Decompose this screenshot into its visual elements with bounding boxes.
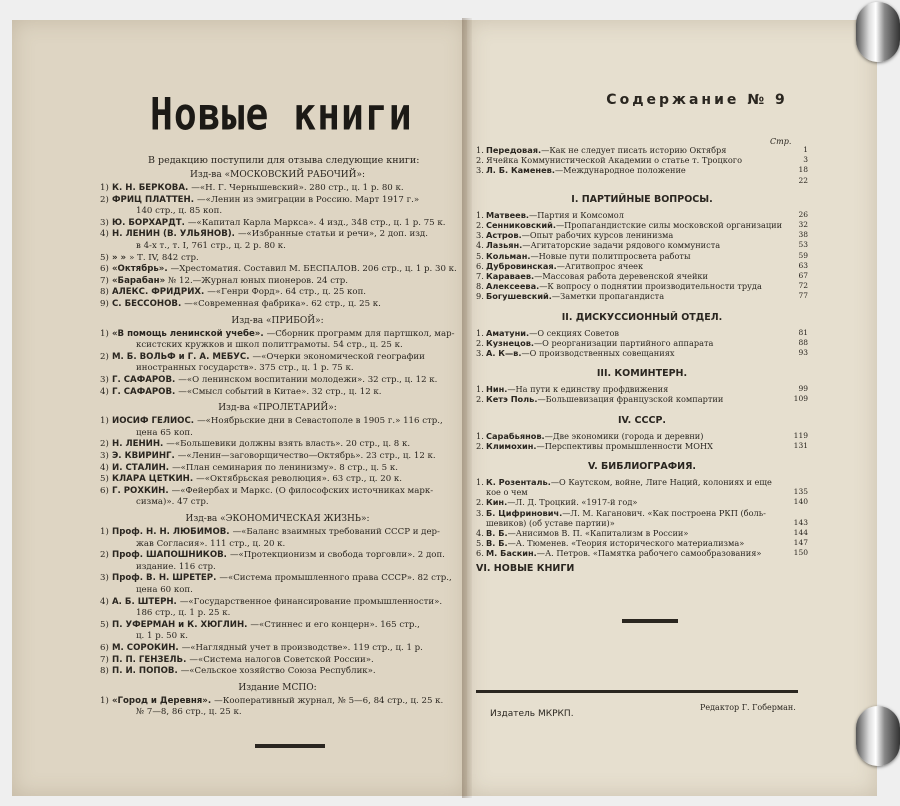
book-entry <box>100 416 455 428</box>
entry-text: —«Фейербах и Маркс. (О философских источниках марк- <box>171 485 434 496</box>
book-entry <box>100 299 455 311</box>
contents-row <box>476 384 808 394</box>
row-page-number: 18 <box>798 165 808 175</box>
row-title: —Большевизация французской компартии <box>537 394 724 405</box>
contents-row <box>476 348 808 358</box>
book-entry <box>136 428 491 440</box>
row-author: Караваев. <box>486 271 535 281</box>
entry-author: «Октябрь». <box>112 264 171 275</box>
entry-text: —Хрестоматия. Составил М. БЕСПАЛОВ. 206 стр., ц. 1 р. 30 к. <box>170 264 457 275</box>
entry-text: ц. 1 р. 50 к. <box>136 631 188 642</box>
entry-text: —«Баланс взаимных требований СССР и дер- <box>232 527 440 537</box>
book-entry <box>100 474 455 486</box>
contents-row <box>476 251 808 261</box>
row-title: —Перспективы промышленности МОНХ <box>536 440 713 451</box>
entry-text: —«План семинария по ленинизму». 8 стр., ц. 5 к. <box>172 462 398 473</box>
entry-number: 4) <box>100 462 109 473</box>
right-page <box>467 20 877 796</box>
row-title: —О секциях Советов <box>529 327 620 338</box>
book-entry <box>136 241 491 253</box>
book-entry <box>100 253 455 265</box>
contents-row <box>476 145 808 155</box>
contents-divider <box>622 619 678 623</box>
publisher-heading: Изд-ва «ЭКОНОМИЧЕСКАЯ ЖИЗНЬ»: <box>185 514 370 524</box>
contents-row <box>476 548 808 558</box>
entry-number: 7) <box>100 654 109 665</box>
contents-row <box>476 441 808 451</box>
entry-text: в 4-х т., т. I, 761 стр., ц. 2 р. 80 к. <box>136 241 286 251</box>
row-number: 1. <box>476 209 484 220</box>
row-page-number: 150 <box>793 548 808 558</box>
row-author: Кетэ Поль. <box>486 394 538 405</box>
book-entry <box>100 696 455 708</box>
entry-author: Э. КВИРИНГ. <box>112 451 178 461</box>
row-number: 2. <box>476 497 484 508</box>
contents-title: Содержание № 9 <box>606 92 788 108</box>
row-number: 1. <box>476 430 484 441</box>
entry-author: С. БЕССОНОВ. <box>112 299 185 309</box>
row-title: —Пропагандистские силы московской организации <box>555 220 783 230</box>
row-page-number: 22 <box>798 175 808 185</box>
entry-text: —«Большевики должны взять власть». 20 стр., ц. 8 к. <box>166 439 411 450</box>
entry-number: 8) <box>100 287 109 298</box>
entry-text: —«Система промышленного права СССР». 82 стр., <box>219 573 452 584</box>
book-entry <box>136 631 491 643</box>
row-number: 3. <box>476 165 484 176</box>
row-author: В. Б. <box>486 538 508 549</box>
entry-text: —«Н. Г. Чернышевский». 280 стр., ц. 1 р. 80 к. <box>191 183 404 193</box>
row-author: Сенниковский. <box>486 220 556 230</box>
contents-row <box>476 281 808 291</box>
contents-section-heading: V. БИБЛИОГРАФИЯ. <box>587 461 697 472</box>
entry-text: цена 60 коп. <box>136 585 193 595</box>
binder-clip-top <box>856 2 900 62</box>
row-page-number: 81 <box>798 327 808 337</box>
entry-text: сизма)». 47 стр. <box>136 497 209 508</box>
book-entry <box>136 363 491 375</box>
entry-number: 2) <box>100 439 109 450</box>
contents-row <box>476 497 808 507</box>
entry-text: —«О ленинском воспитании молодежи». 32 стр., ц. 12 к. <box>178 375 438 385</box>
entry-text: » Т. IV, 842 стр. <box>129 252 199 263</box>
binder-clip-bottom <box>856 706 900 766</box>
contents-row <box>476 240 808 250</box>
book-entry <box>136 585 491 597</box>
row-number: 2. <box>476 155 484 166</box>
book-entry <box>100 643 455 655</box>
row-author: К. Розенталь. <box>486 477 551 487</box>
contents-row <box>476 477 808 487</box>
entry-author: Проф. В. Н. ШРЕТЕР. <box>112 573 220 584</box>
row-number: 6. <box>476 260 484 271</box>
entry-author: ИОСИФ ГЕЛИОС. <box>112 416 198 427</box>
contents-row <box>476 230 808 240</box>
contents-row <box>476 291 808 301</box>
publisher-heading: Изд-ва «ПРИБОЙ»: <box>231 315 324 326</box>
book-entry <box>100 387 455 399</box>
row-title: —К вопросу о поднятии производительности труда <box>539 281 762 292</box>
new-books-item-label: VI. НОВЫЕ КНИГИ <box>476 562 575 574</box>
row-page-number: 1 <box>803 145 808 154</box>
end-divider <box>255 744 325 748</box>
book-entry <box>136 707 491 719</box>
entry-number: 4) <box>100 596 109 607</box>
book-entry <box>136 539 491 551</box>
row-page-number: 99 <box>798 384 808 394</box>
book-entry <box>136 562 491 574</box>
publisher-heading: Изд-ва «ПРОЛЕТАРИЙ»: <box>218 403 337 414</box>
row-page-number: 143 <box>793 517 808 527</box>
row-author: Дубровинская. <box>486 260 557 271</box>
page-column-label: Стр. <box>770 137 792 146</box>
row-author: Астров. <box>486 230 522 241</box>
entry-text: —«Государственное финансирование промышленности». <box>179 596 443 607</box>
contents-section-heading: I. ПАРТИЙНЫЕ ВОПРОСЫ. <box>571 193 713 205</box>
book-entry <box>100 439 455 451</box>
row-number: 1. <box>476 477 484 487</box>
row-title: —Партия и Комсомол <box>529 209 624 220</box>
row-number: 2. <box>476 220 484 230</box>
entry-number: 3) <box>100 217 109 228</box>
book-entry <box>100 229 455 241</box>
row-number: 4. <box>476 240 484 251</box>
entry-number: 1) <box>100 527 109 537</box>
entry-number: 5) <box>100 252 109 263</box>
entry-text: —«Ноябрьские дни в Севастополе в 1905 г.» 116 стр., <box>197 416 443 427</box>
book-entry <box>100 527 455 539</box>
contents-row <box>476 487 808 497</box>
entry-text: —«Наглядный учет в производстве». 119 стр., ц. 1 р. <box>181 643 423 653</box>
book-entry <box>100 352 455 364</box>
entry-text: № 7—8, 86 стр., ц. 25 к. <box>136 707 242 718</box>
entry-author: Г. РОХКИН. <box>112 485 172 496</box>
row-page-number: 147 <box>793 538 808 548</box>
entry-number: 1) <box>100 183 109 193</box>
row-number: 1. <box>476 384 484 395</box>
entry-text: —«Смысл событий в Китае». 32 стр., ц. 12 к. <box>178 386 382 397</box>
entry-number: 9) <box>100 299 109 309</box>
row-number: 8. <box>476 281 484 292</box>
row-title: —Новые пути политпросвета работы <box>530 250 691 261</box>
new-books-intro: В редакцию поступили для отзыва следующие книги: <box>148 155 420 166</box>
row-page-number: 67 <box>798 271 808 280</box>
row-page-number: 140 <box>793 497 808 507</box>
book-entry <box>100 486 455 498</box>
entry-author: И. СТАЛИН. <box>112 462 173 473</box>
entry-number: 7) <box>100 275 109 286</box>
entry-text: —«Ленин—заговорщичество—Октябрь». 23 стр., ц. 12 к. <box>177 451 436 461</box>
row-number: 2. <box>476 337 484 348</box>
book-entry <box>100 597 455 609</box>
entry-author: » » <box>112 252 130 263</box>
row-author: Лазьян. <box>486 240 523 251</box>
row-author: Аматуни. <box>486 327 530 338</box>
row-author: Л. Б. Каменев. <box>486 165 555 176</box>
row-title: —Л. М. Каганович. «Как построена РКП (боль- <box>562 507 766 518</box>
row-title: —Опыт рабочих курсов ленинизма <box>521 230 674 241</box>
row-author: Сарабьянов. <box>486 430 545 441</box>
entry-text: —«Избранные статьи и речи», 2 доп. изд. <box>237 229 428 240</box>
entry-author: П. И. ПОПОВ. <box>112 666 181 677</box>
row-page-number: 77 <box>798 291 808 301</box>
row-number: 4. <box>476 528 484 538</box>
row-title: —Международное положение <box>554 165 686 176</box>
book-entry <box>136 206 491 218</box>
row-author: А. К—в. <box>486 348 522 358</box>
entry-author: «Барабан» <box>112 275 169 286</box>
book-entry <box>136 337 491 352</box>
entry-text: —«Современная фабрика». 62 стр., ц. 25 к. <box>184 299 381 309</box>
entry-author: М. СОРОКИН. <box>112 643 182 653</box>
row-author: М. Баскин. <box>486 548 537 559</box>
entry-number: 1) <box>100 328 109 339</box>
entry-text: иностранных государств». 375 стр., ц. 1 р. 75 к. <box>136 363 354 374</box>
row-page-number: 131 <box>793 440 808 450</box>
entry-author: М. Б. ВОЛЬФ и Г. А. МЕБУС. <box>112 351 253 362</box>
row-title: Ячейка Коммунистической Академии о статье т. Троцкого <box>486 155 743 166</box>
row-number: 1. <box>476 145 484 155</box>
row-number: 2. <box>476 394 484 405</box>
entry-author: Г. САФАРОВ. <box>112 375 179 385</box>
book-entry <box>100 329 455 341</box>
row-page-number: 59 <box>798 250 808 260</box>
contents-row <box>476 338 808 348</box>
entry-author: Проф. ШАПОШНИКОВ. <box>112 550 230 561</box>
row-title: кое о чем <box>486 487 528 498</box>
publisher-line: Издатель МКРКП. <box>490 709 574 719</box>
row-author: Нин. <box>486 384 508 395</box>
entry-number: 4) <box>100 386 109 397</box>
new-books-item <box>476 563 808 574</box>
entry-number: 3) <box>100 451 109 461</box>
contents-row <box>476 210 808 220</box>
row-title: —Массовая работа деревенской ячейки <box>534 271 708 281</box>
entry-number: 6) <box>100 264 109 275</box>
contents-row <box>476 220 808 230</box>
book-entry <box>100 451 455 463</box>
book-entry <box>100 550 455 562</box>
contents-row <box>476 518 808 528</box>
row-title: —На пути к единству профдвижения <box>507 384 669 395</box>
entry-text: —«Ленин из эмиграции в Россию. Март 1917 г.» <box>197 194 420 205</box>
entry-author: А. Б. ШТЕРН. <box>112 596 180 607</box>
row-title: —Анисимов В. П. «Капитализм в России» <box>507 528 689 538</box>
entry-number: 5) <box>100 619 109 630</box>
book-entry <box>136 497 491 509</box>
entry-text: —«Очерки экономической географии <box>252 351 425 362</box>
contents-row <box>476 271 808 281</box>
contents-section-heading: IV. СССР. <box>617 414 667 426</box>
row-page-number: 135 <box>793 487 808 497</box>
row-page-number: 26 <box>798 209 808 219</box>
contents-row <box>476 508 808 518</box>
row-page-number: 119 <box>793 430 808 440</box>
entry-text: —Кооперативный журнал, № 5—6, 84 стр., ц. 25 к. <box>214 695 444 706</box>
row-page-number: 72 <box>798 281 808 291</box>
entry-author: ФРИЦ ПЛАТТЕН. <box>112 194 198 205</box>
row-page-number: 63 <box>798 260 808 270</box>
row-title: —Агитвопрос ячеек <box>556 260 644 271</box>
contents-row <box>476 538 808 548</box>
entry-text: —«Система налогов Советской России». <box>189 654 374 665</box>
book-entry <box>100 287 455 299</box>
entry-number: 3) <box>100 375 109 385</box>
publisher-heading: Изд-ва «МОСКОВСКИЙ РАБОЧИЙ»: <box>189 170 366 180</box>
entry-author: Н. ЛЕНИН (В. УЛЬЯНОВ). <box>112 229 238 240</box>
footer-rule <box>476 690 798 693</box>
row-author: Алексеева. <box>486 281 540 292</box>
entry-number: 8) <box>100 666 109 677</box>
entry-text: издание. 116 стр. <box>136 561 216 572</box>
row-number: 7. <box>476 271 484 281</box>
entry-author: Н. ЛЕНИН. <box>112 439 167 450</box>
row-author: Кузнецов. <box>486 337 534 348</box>
contents-row <box>476 528 808 538</box>
entry-text: —«Капитал Карла Маркса». 4 изд., 348 стр., ц. 1 р. 75 к. <box>187 217 446 228</box>
entry-text: —«Стиннес и его концерн». 165 стр., <box>250 619 420 630</box>
entry-author: КЛАРА ЦЕТКИН. <box>112 474 197 485</box>
row-number: 1. <box>476 327 484 338</box>
row-title: —А. Тюменев. «Теория исторического материализма» <box>507 538 745 549</box>
contents-section-heading: II. ДИСКУССИОННЫЙ ОТДЕЛ. <box>561 311 723 323</box>
editor-line: Редактор Г. Гоберман. <box>700 703 796 712</box>
contents-row <box>476 155 808 165</box>
row-title: —Как не следует писать историю Октября <box>541 145 727 155</box>
entry-author: АЛЕКС. ФРИДРИХ. <box>112 287 208 298</box>
entry-number: 6) <box>100 643 109 653</box>
entry-number: 2) <box>100 194 109 205</box>
entry-text: цена 65 коп. <box>136 427 193 438</box>
contents-row <box>476 394 808 404</box>
entry-text: 186 стр., ц. 1 р. 25 к. <box>136 608 231 619</box>
new-books-title: Новые книги <box>150 88 413 140</box>
entry-text: —«Сельское хозяйство Союза Республик». <box>180 666 376 677</box>
row-author: В. Б. <box>486 528 508 538</box>
book-entry <box>100 276 455 288</box>
row-title: —Агитаторские задачи рядового коммуниста <box>522 240 721 251</box>
row-page-number: 144 <box>793 528 808 537</box>
book-entry <box>136 608 491 620</box>
entry-author: Г. САФАРОВ. <box>112 386 179 397</box>
row-title: —О производственных совещаниях <box>521 348 675 358</box>
entry-text: —«Генри Форд». 64 стр., ц. 25 коп. <box>207 287 367 298</box>
row-number: 9. <box>476 291 484 302</box>
row-title: —А. Петров. «Памятка рабочего самообразования» <box>536 548 762 559</box>
row-number: 3. <box>476 507 484 518</box>
book-entry <box>100 666 455 678</box>
row-number: 5. <box>476 538 484 549</box>
book-entry <box>100 620 455 632</box>
entry-text: № 12.—Журнал юных пионеров. 24 стр. <box>168 275 349 286</box>
publisher-heading: Издание МСПО: <box>238 682 317 693</box>
book-entry <box>100 183 455 195</box>
book-entry <box>100 655 455 667</box>
entry-author: К. Н. БЕРКОВА. <box>112 183 192 193</box>
entry-author: Ю. БОРХАРДТ. <box>112 217 188 228</box>
entry-number: 3) <box>100 573 109 584</box>
entry-number: 5) <box>100 474 109 485</box>
row-author: Кольман. <box>486 250 531 261</box>
row-page-number: 93 <box>798 348 808 357</box>
entry-author: Проф. Н. Н. ЛЮБИМОВ. <box>112 527 233 537</box>
row-title: —Две экономики (города и деревни) <box>544 430 704 441</box>
book-entry <box>100 195 455 207</box>
row-page-number: 32 <box>798 220 808 229</box>
book-entry <box>100 375 455 387</box>
entry-text: —Сборник программ для партшкол, мар- <box>266 328 455 339</box>
row-author: Кин. <box>486 497 508 508</box>
entry-text: ксистских кружков и школ политграмоты. 54 стр., ц. 25 к. <box>136 340 403 351</box>
entry-number: 2) <box>100 351 109 362</box>
entry-author: «В помощь ленинской учебе». <box>112 328 267 339</box>
row-page-number: 53 <box>798 240 808 250</box>
entry-number: 2) <box>100 550 109 561</box>
entry-author: «Город и Деревня». <box>112 695 215 706</box>
row-author: Климохин. <box>486 440 537 451</box>
row-title: —Л. Д. Троцкий. «1917-й год» <box>507 497 638 508</box>
row-author: Б. Цифринович. <box>486 507 563 518</box>
row-title: шевиков) (об уставе партии)» <box>486 517 615 528</box>
row-page-number: 3 <box>803 155 808 165</box>
entry-number: 1) <box>100 695 109 706</box>
row-author: Богушевский. <box>486 291 552 302</box>
entry-text: —«Октябрьская революция». 63 стр., ц. 20 к. <box>196 474 403 485</box>
contents-row <box>476 431 808 441</box>
row-number: 3. <box>476 230 484 241</box>
row-title: —Заметки пропагандиста <box>551 291 665 302</box>
entry-author: П. П. ГЕНЗЕЛЬ. <box>112 654 190 665</box>
row-title: —О реорганизации партийного аппарата <box>533 337 714 348</box>
row-page-number: 38 <box>798 230 808 240</box>
entry-number: 6) <box>100 485 109 496</box>
row-number: 2. <box>476 440 484 451</box>
row-number: 3. <box>476 348 484 358</box>
book-entry <box>100 218 455 230</box>
row-number: 5. <box>476 250 484 261</box>
row-number: 6. <box>476 548 484 559</box>
contents-section-heading: III. КОМИНТЕРН. <box>596 368 688 380</box>
row-page-number: 88 <box>798 337 808 347</box>
contents-row <box>476 261 808 271</box>
book-entry <box>100 463 455 475</box>
entry-author: П. УФЕРМАН и К. ХЮГЛИН. <box>112 619 251 630</box>
contents-row <box>476 165 808 175</box>
row-author: Передовая. <box>486 145 542 155</box>
book-spine <box>462 18 472 798</box>
book-entry <box>100 264 455 276</box>
book-entry <box>100 573 455 585</box>
row-title: —О Каутском, войне, Лиге Наций, колониях и еще <box>550 477 772 487</box>
row-page-number: 109 <box>793 394 808 404</box>
contents-row <box>476 176 808 186</box>
entry-text: жав Согласия». 111 стр., ц. 20 к. <box>136 538 286 549</box>
entry-number: 1) <box>100 416 109 427</box>
contents-row <box>476 328 808 338</box>
entry-text: 140 стр., ц. 85 коп. <box>136 206 223 217</box>
row-author: Матвеев. <box>486 209 529 220</box>
entry-number: 4) <box>100 229 109 240</box>
entry-text: —«Протекционизм и свобода торговли». 2 доп. <box>229 550 445 561</box>
